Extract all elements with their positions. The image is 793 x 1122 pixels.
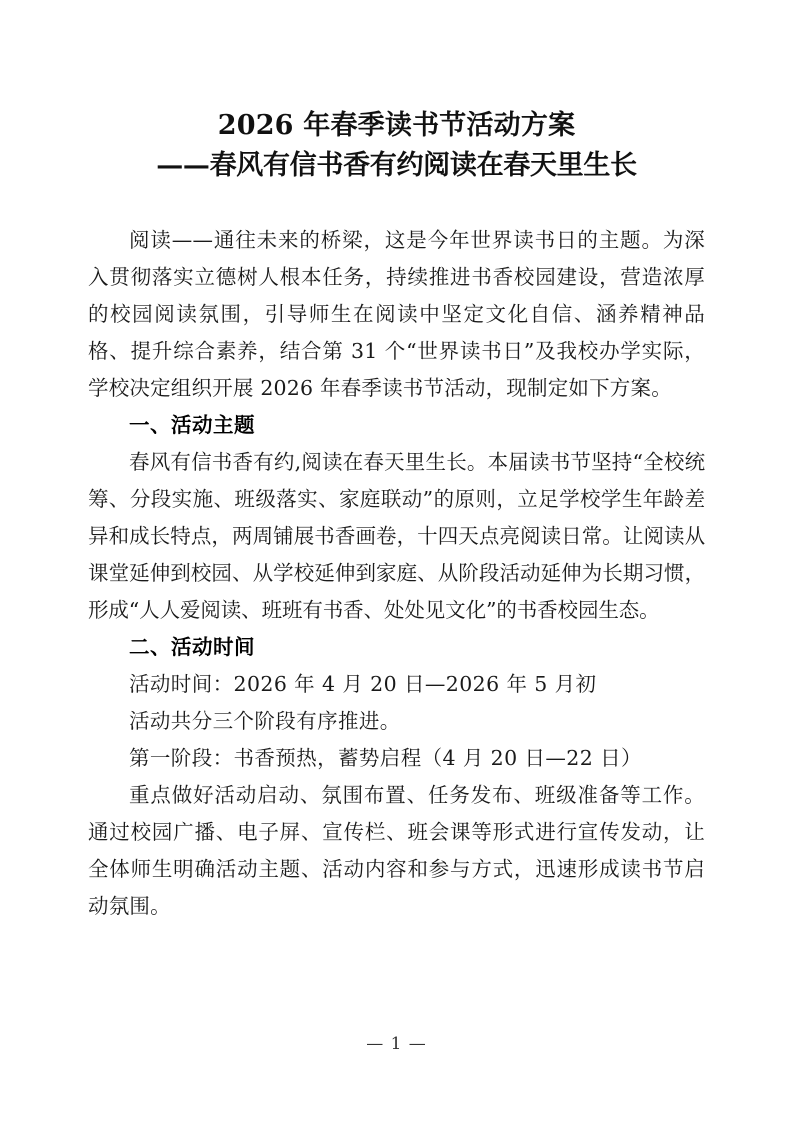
section-heading-activity-time: 二、活动时间 (129, 635, 255, 659)
activity-phases-line: 活动共分三个阶段有序推进。 (129, 709, 401, 733)
activity-time-line: 活动时间：2026 年 4 月 20 日—2026 年 5 月初 (129, 672, 597, 696)
title-line-main: 2026 年春季读书节活动方案 (217, 110, 576, 141)
phase-one-paragraph: 重点做好活动启动、氛围布置、任务发布、班级准备等工作。通过校园广播、电子屏、宣传栏、班会课等形式进行宣传发动，让全体师生明确活动主题、活动内容和参与方式，迅速形成读书节启动氛围。 (88, 783, 705, 918)
document-content (88, 0, 705, 925)
page-title (88, 0, 705, 186)
document-body (88, 222, 705, 925)
page-number-footer: — 1 — (366, 1034, 427, 1054)
intro-paragraph: 阅读——通往未来的桥梁，这是今年世界读书日的主题。为深入贯彻落实立德树人根本任务，持续推进书香校园建设，营造浓厚的校园阅读氛围，引导师生在阅读中坚定文化自信、涵养精神品格、提升综合素养，结合第 31 个“世界读书日”及我校办学实际，学校决定组织开展 2026 年春季读书节活动，现制定如下方案。 (88, 228, 705, 400)
title-line-subtitle: ——春风有信书香有约阅读在春天里生长 (156, 150, 637, 181)
phase-one-heading-line: 第一阶段：书香预热，蓄势启程（4 月 20 日—22 日） (129, 746, 642, 770)
section-paragraph-activity-theme: 春风有信书香有约,阅读在春天里生长。本届读书节坚持“全校统筹、分段实施、班级落实、家庭联动”的原则，立足学校学生年龄差异和成长特点，两周铺展书香画卷，十四天点亮阅读日常。让阅读从课堂延伸到校园、从学校延伸到家庭、从阶段活动延伸为长期习惯，形成“人人爱阅读、班班有书香、处处见文化”的书香校园生态。 (88, 450, 705, 622)
section-heading-activity-theme: 一、活动主题 (129, 413, 255, 437)
